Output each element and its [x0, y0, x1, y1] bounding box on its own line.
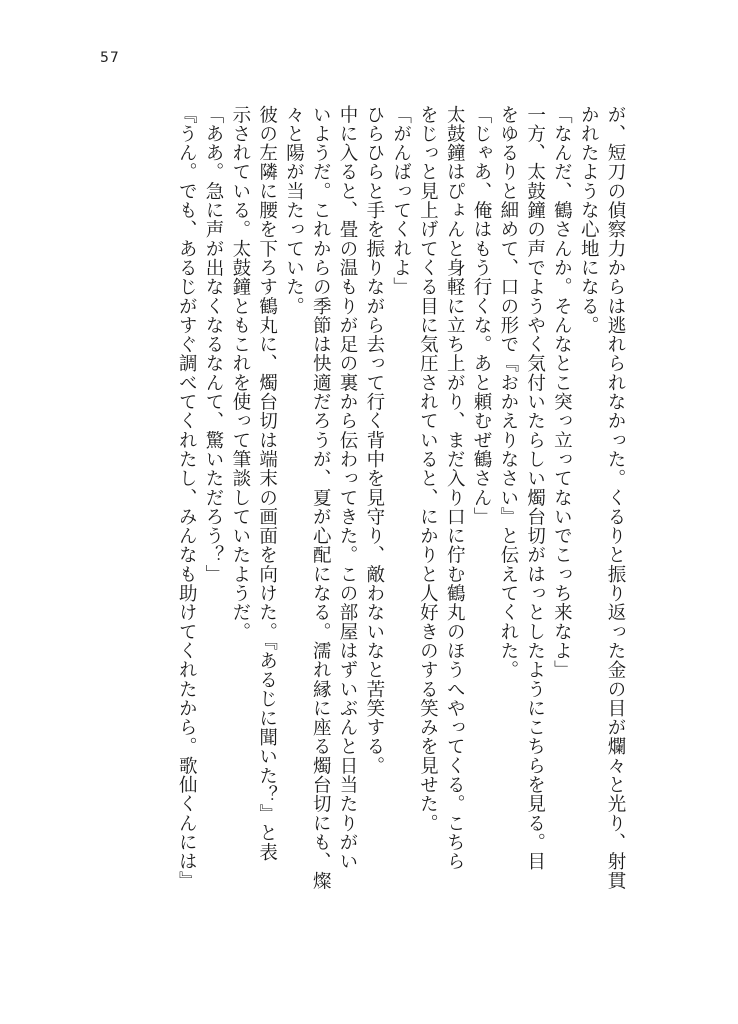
text-line: 「がんばってくれよ」 [390, 105, 412, 297]
text-line: 「じゃあ、俺はもう行くな。あと頼むぜ鶴さん」 [471, 105, 493, 527]
text-line: いようだ。これからの季節は快適だろうが、夏が心配になる。濡れ縁に座る燭台切にも、燦 [310, 105, 332, 891]
text-line: 「なんだ、鶴さんか。そんなとこ突っ立ってないでこっち来なよ」 [551, 105, 573, 680]
text-line: をじっと見上げてくる目に気圧されていると、にかりと人好きのする笑みを見せた。 [417, 105, 439, 833]
vertical-text-body [172, 105, 628, 925]
text-line: をゆるりと細めて、口の形で『おかえりなさい』と伝えてくれた。 [497, 105, 519, 680]
text-line: 々と陽が当たっていた。 [283, 105, 305, 316]
text-line: ひらひらと手を振りながら去って行く背中を見守り、敵わないなと苦笑する。 [363, 105, 385, 776]
text-line: 『うん。でも、あるじがすぐ調べてくれたし、みんなも助けてくれたから。歌仙くんには』 [176, 105, 198, 891]
page-number: 57 [100, 50, 120, 66]
text-line: かれたような心地になる。 [578, 105, 600, 335]
text-line: 「ああ。急に声が出なくなるなんて、驚いただろう？」 [203, 105, 225, 584]
text-line: 一方、太鼓鐘の声でようやく気付いたらしい燭台切がはっとしたようにこちらを見る。目 [524, 105, 546, 871]
text-line: 示されている。太鼓鐘ともこれを使って筆談していたようだ。 [229, 105, 251, 642]
text-line: 中に入ると、畳の温もりが足の裏から伝わってきた。この部屋はずいぶんと日当たりがい [337, 105, 359, 871]
text-line: 太鼓鐘はぴょんと身軽に立ち上がり、まだ入り口に佇む鶴丸のほうへやってくる。こちら [444, 105, 466, 871]
text-line: 彼の左隣に腰を下ろす鶴丸に、燭台切は端末の画面を向けた。『あるじに聞いた？』と表 [256, 105, 278, 862]
text-line: が、短刀の偵察力からは逃れられなかった。くるりと振り返った金の目が爛々と光り、射貫 [605, 105, 626, 891]
